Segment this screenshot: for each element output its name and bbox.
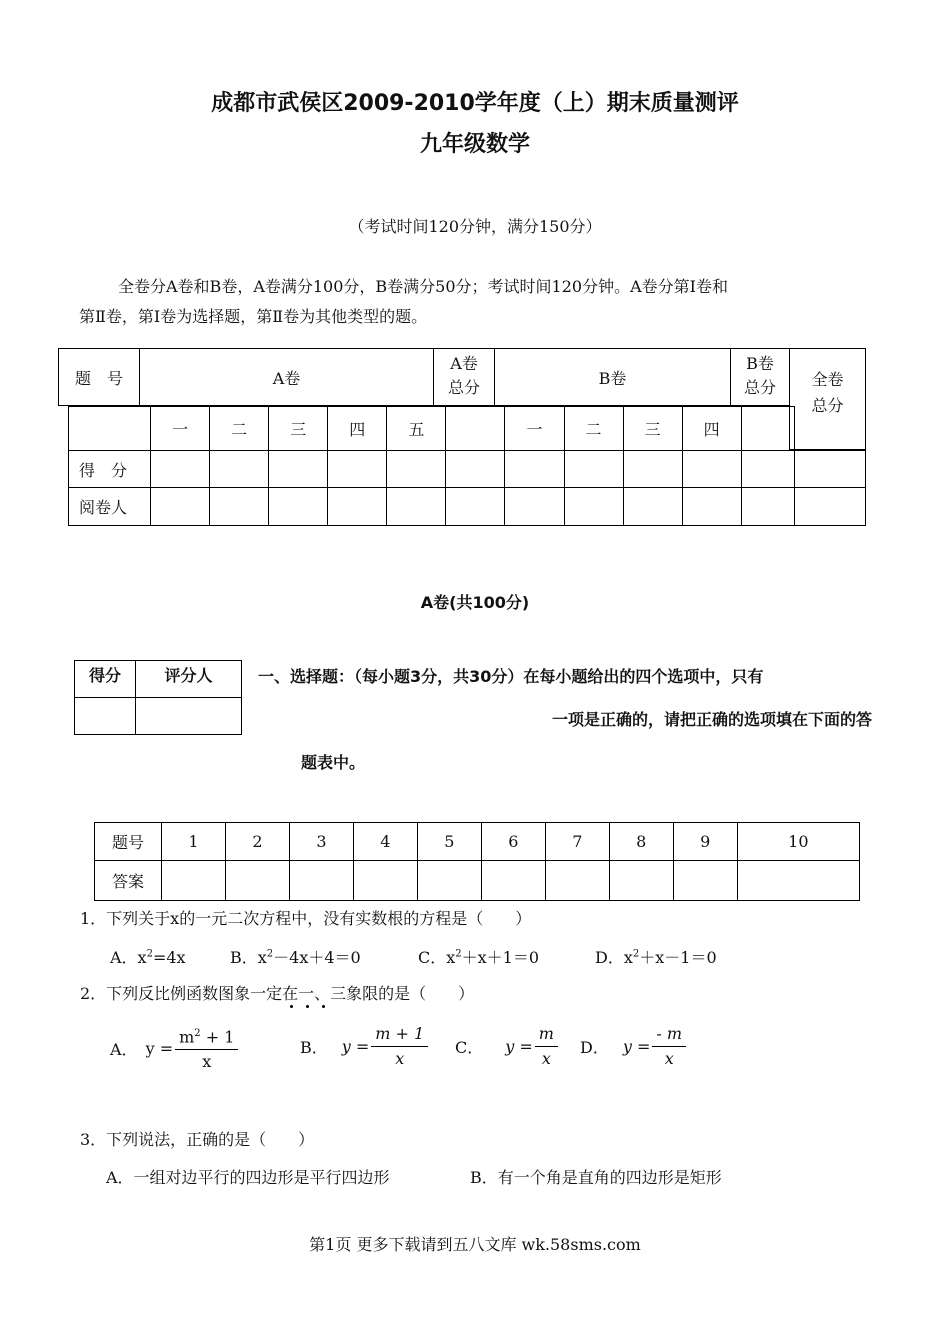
score-cell[interactable]: [328, 451, 387, 488]
q1-c-rest: ＋x＋1＝0: [461, 948, 540, 967]
grader-cell[interactable]: [682, 488, 741, 526]
grade-box: [74, 660, 242, 735]
page-title: 成都市武侯区2009-2010学年度（上）期末质量测评: [211, 91, 739, 116]
answer-number: 10: [737, 823, 859, 861]
part1-line-1: 一、选择题：（每小题3分，共30分）在每小题给出的四个选项中，只有: [258, 667, 764, 686]
a-col-5: 五: [387, 407, 446, 451]
part1-line-3: 题表中。: [301, 753, 366, 772]
grader-cell[interactable]: [387, 488, 446, 526]
answer-cell[interactable]: [545, 861, 609, 901]
answer-table-header: 题号: [95, 823, 162, 861]
all-total-cell: [794, 407, 865, 451]
answer-cell[interactable]: [225, 861, 289, 901]
q1-c-sup: 2: [455, 948, 462, 960]
answer-cell[interactable]: [353, 861, 417, 901]
q1-stem: 1．下列关于x的一元二次方程中，没有实数根的方程是（ ）: [80, 909, 532, 928]
all-total-line2: 总分: [811, 396, 844, 415]
q2-b-label: B．: [300, 1038, 328, 1057]
blank-corner: [69, 407, 151, 451]
q2-option-a: [110, 1022, 238, 1074]
q3-stem: 3．下列说法，正确的是（ ）: [80, 1130, 315, 1149]
b-col-4: 四: [682, 407, 741, 451]
all-total-line1: 全卷: [811, 370, 844, 389]
q1-b-rest: －4x＋4＝0: [273, 948, 361, 967]
section-a-title: A卷(共100分): [420, 593, 530, 612]
page-footer: 第1页 更多下载请到五八文库 wk.58sms.com: [309, 1235, 641, 1254]
grade-box-grader-label: 评分人: [136, 661, 242, 698]
intro-line-1: 全卷分A卷和B卷，A卷满分100分，B卷满分50分；考试时间120分钟。A卷分第Ⅰ卷和: [118, 277, 728, 296]
score-table: [58, 348, 866, 526]
answer-number: 3: [289, 823, 353, 861]
grade-box-score-label: 得分: [75, 661, 136, 698]
q2-d-fraction: [652, 1022, 686, 1071]
score-table-header-a-total: [433, 348, 495, 406]
q1-option-b: [230, 945, 361, 968]
answer-cell[interactable]: [289, 861, 353, 901]
score-cell[interactable]: [564, 451, 623, 488]
q2-a-num-m: m: [179, 1027, 195, 1047]
part1-line-2: 一项是正确的，请把正确的选项填在下面的答: [551, 710, 872, 729]
answer-cell[interactable]: [609, 861, 673, 901]
answer-number: 6: [481, 823, 545, 861]
page-subtitle: 九年级数学: [419, 132, 530, 157]
score-cell[interactable]: [269, 451, 328, 488]
score-table-header-number: 题 号: [58, 348, 140, 406]
q3-option-b: B．有一个角是直角的四边形是矩形: [470, 1168, 722, 1187]
q2-option-d: [580, 1022, 686, 1071]
b-col-2: 二: [564, 407, 623, 451]
answer-number: 5: [417, 823, 481, 861]
q2-d-num: - m: [652, 1022, 686, 1047]
answer-cell[interactable]: [481, 861, 545, 901]
grader-cell[interactable]: [151, 488, 210, 526]
b-total-cell: [741, 407, 794, 451]
answer-number: 2: [225, 823, 289, 861]
score-cell[interactable]: [682, 451, 741, 488]
answer-row-label: 答案: [95, 861, 162, 901]
answer-number: 9: [673, 823, 737, 861]
answer-table: [94, 822, 860, 901]
score-table-header-b-total: [730, 348, 790, 406]
score-cell[interactable]: [210, 451, 269, 488]
grader-cell[interactable]: [269, 488, 328, 526]
q2-c-den: x: [541, 1049, 551, 1068]
grader-cell[interactable]: [564, 488, 623, 526]
q2-a-fraction: [175, 1022, 238, 1074]
score-cell[interactable]: [446, 451, 505, 488]
q2-a-label: A．: [110, 1039, 138, 1059]
q2-b-den: x: [395, 1049, 405, 1068]
a-total-line2: 总分: [447, 378, 480, 397]
q2-option-b: [300, 1022, 428, 1071]
q1-b-sup: 2: [266, 948, 274, 960]
score-cell[interactable]: [505, 451, 564, 488]
grade-box-grader-cell[interactable]: [136, 698, 242, 735]
answer-cell[interactable]: [162, 861, 226, 901]
score-table-header-b: B卷: [494, 348, 731, 406]
intro-line-2: 第Ⅱ卷，第Ⅰ卷为选择题，第Ⅱ卷为其他类型的题。: [79, 307, 428, 326]
grader-cell[interactable]: [623, 488, 682, 526]
grader-cell[interactable]: [446, 488, 505, 526]
b-total-line1: B卷: [746, 354, 774, 373]
q2-b-lhs: y =: [341, 1037, 370, 1056]
grader-cell[interactable]: [328, 488, 387, 526]
row-score-label: 得 分: [69, 451, 151, 488]
a-col-1: 一: [151, 407, 210, 451]
b-total-line2: 总分: [743, 378, 776, 397]
q1-option-d: [595, 945, 717, 968]
a-total-cell: [446, 407, 505, 451]
answer-cell[interactable]: [417, 861, 481, 901]
q2-a-num-rest: + 1: [200, 1027, 235, 1047]
emphasis-dot: [322, 1005, 325, 1008]
q1-option-c: [418, 945, 539, 968]
q2-d-den: x: [664, 1049, 674, 1068]
a-col-4: 四: [328, 407, 387, 451]
b-col-1: 一: [505, 407, 564, 451]
q2-d-label: D．: [580, 1038, 609, 1057]
b-col-3: 三: [623, 407, 682, 451]
grader-cell[interactable]: [794, 488, 865, 526]
score-grid: [68, 406, 866, 526]
q2-a-lhs: y =: [145, 1038, 174, 1058]
answer-cell[interactable]: [737, 861, 859, 901]
score-table-header-a: A卷: [139, 348, 434, 406]
answer-number: 1: [162, 823, 226, 861]
q2-stem: 2．下列反比例函数图象一定在一、三象限的是（ ）: [80, 984, 475, 1003]
exam-info: （考试时间120分钟，满分150分）: [348, 217, 602, 236]
q1-c-prefix: C．x: [418, 948, 456, 967]
q1-a-rest: =4x: [152, 948, 186, 967]
q2-c-label: C．: [455, 1038, 484, 1057]
answer-number: 4: [353, 823, 417, 861]
q2-c-num: m: [535, 1022, 558, 1047]
q2-b-fraction: [371, 1022, 428, 1071]
grader-cell[interactable]: [741, 488, 794, 526]
q2-a-den: x: [202, 1052, 212, 1072]
q2-option-c: [455, 1022, 558, 1071]
q1-option-a: [110, 945, 186, 968]
q2-b-num: m + 1: [371, 1022, 428, 1047]
answer-number: 7: [545, 823, 609, 861]
q2-c-lhs: y =: [505, 1037, 533, 1056]
row-grader-label: 阅卷人: [69, 488, 151, 526]
q2-c-fraction: [535, 1022, 558, 1071]
grade-box-score-cell[interactable]: [75, 698, 136, 735]
a-col-3: 三: [269, 407, 328, 451]
score-cell[interactable]: [151, 451, 210, 488]
q1-d-prefix: D．x: [595, 948, 633, 967]
answer-cell[interactable]: [673, 861, 737, 901]
score-cell[interactable]: [387, 451, 446, 488]
a-total-line1: A卷: [450, 354, 478, 373]
q1-b-prefix: B．x: [230, 948, 267, 967]
grader-cell[interactable]: [210, 488, 269, 526]
emphasis-dot: [290, 1005, 293, 1008]
q1-a-sup: 2: [146, 948, 153, 960]
q2-a-num-sup: 2: [194, 1028, 201, 1039]
q2-d-lhs: y =: [622, 1037, 651, 1056]
q1-d-sup: 2: [632, 948, 640, 960]
emphasis-dot: [306, 1005, 309, 1008]
q3-option-a: A．一组对边平行的四边形是平行四边形: [106, 1168, 390, 1187]
q1-d-rest: ＋x－1＝0: [639, 948, 717, 967]
grader-cell[interactable]: [505, 488, 564, 526]
score-cell[interactable]: [623, 451, 682, 488]
score-cell[interactable]: [794, 451, 865, 488]
answer-number: 8: [609, 823, 673, 861]
a-col-2: 二: [210, 407, 269, 451]
score-cell[interactable]: [741, 451, 794, 488]
q1-a-prefix: A．x: [110, 948, 147, 967]
